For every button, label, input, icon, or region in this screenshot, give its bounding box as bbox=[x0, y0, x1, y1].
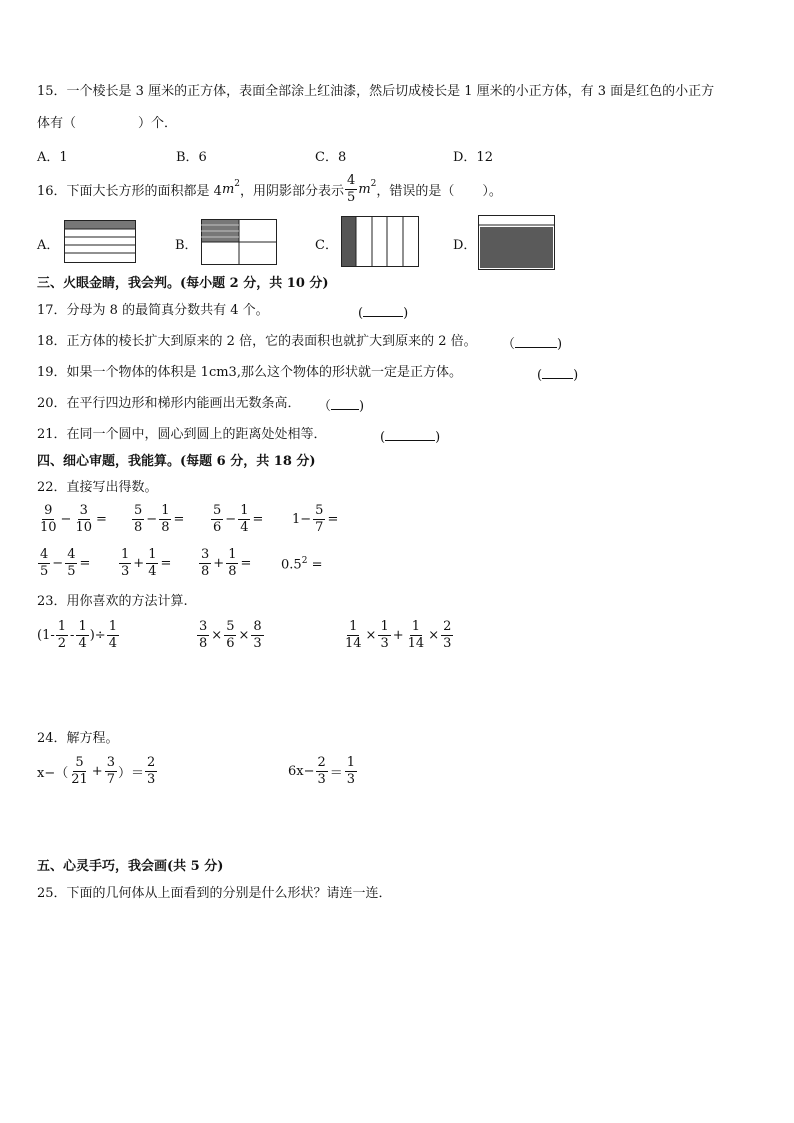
q16-text-d: ）。 bbox=[482, 184, 502, 199]
q16-unit-2: m bbox=[358, 182, 371, 197]
q16-unit-exp: 2 bbox=[234, 179, 241, 189]
q16-unit: m bbox=[221, 182, 235, 197]
q16-option-c-label[interactable]: C． bbox=[315, 238, 338, 253]
q16-figure-d[interactable] bbox=[478, 215, 555, 270]
q15-line1: 15．一个棱长是 3 厘米的正方体，表面全部涂上红油漆，然后切成棱长是 1 厘米的小正方体，有 3 面是红色的小正方 bbox=[37, 84, 715, 99]
q16-figure-a[interactable] bbox=[64, 220, 136, 263]
q22-expr-8: $0.5^2$ = bbox=[281, 556, 323, 573]
q15-option-a[interactable]: A．1 bbox=[37, 150, 68, 165]
q16-text-a: 16．下面大长方形的面积都是 4 bbox=[37, 184, 222, 199]
q22-title: 22．直接写出得数。 bbox=[37, 480, 158, 495]
q17-text: 17．分母为 8 的最简真分数共有 4 个。 bbox=[37, 303, 269, 318]
q21-answer[interactable]: ( ) bbox=[380, 426, 440, 445]
q23-expr-a: (1- $\frac{1}{2}$ - $\frac{1}{4}$ )÷ $\frac{1}{4}$ bbox=[37, 619, 117, 651]
q19-text: 19．如果一个物体的体积是 1cm3,那么这个物体的形状就一定是正方体。 bbox=[37, 365, 462, 380]
q22-expr-2: $\frac{5}{8}$ − $\frac{1}{8}$ = bbox=[134, 503, 185, 535]
q22-expr-3: $\frac{5}{6}$ − $\frac{1}{4}$ = bbox=[213, 503, 264, 535]
q22-expr-6: $\frac{1}{3}$ + $\frac{1}{4}$ = bbox=[121, 547, 172, 579]
section4-heading: 四、细心审题，我能算。(每题 6 分，共 18 分) bbox=[37, 454, 316, 469]
q23-title: 23．用你喜欢的方法计算. bbox=[37, 594, 188, 609]
q15-option-b[interactable]: B．6 bbox=[176, 150, 207, 165]
q25-text: 25．下面的几何体从上面看到的分别是什么形状？请连一连． bbox=[37, 886, 392, 901]
q22-expr-7: $\frac{3}{8}$ + $\frac{1}{8}$ = bbox=[201, 547, 252, 579]
q15-text-b: ）个． bbox=[138, 116, 178, 131]
q23-expr-b: $\frac{3}{8}$ × $\frac{5}{6}$ × $\frac{8}{3}$ bbox=[199, 619, 262, 651]
q21-text: 21．在同一个圆中，圆心到圆上的距离处处相等． bbox=[37, 427, 327, 442]
q17-answer[interactable]: ( ) bbox=[358, 302, 408, 321]
q16-unit-exp-2: 2 bbox=[370, 179, 377, 189]
q23-expr-c: $\frac{1}{14}$ × $\frac{1}{3}$ + $\frac{1}{14}$ × $\frac{2}{3}$ bbox=[345, 619, 452, 651]
q22-expr-4: 1− $\frac{5}{7}$ = bbox=[292, 503, 339, 535]
q24-equation-a: x−（ $\frac{5}{21}$ + $\frac{3}{7}$ ）＝ $\frac{2}{3}$ bbox=[37, 755, 156, 787]
q24-equation-b: 6x− $\frac{2}{3}$ ＝ $\frac{1}{3}$ bbox=[288, 755, 356, 787]
q16-option-d-label[interactable]: D． bbox=[453, 238, 477, 253]
q22-expr-1: $\frac{9}{10}$ − $\frac{3}{10}$ = bbox=[40, 503, 107, 535]
q16-stem bbox=[37, 173, 502, 206]
q15-line2 bbox=[37, 115, 177, 133]
q16-option-b-label[interactable]: B． bbox=[175, 238, 198, 253]
q19-answer[interactable]: ( ) bbox=[537, 364, 578, 383]
q24-title: 24．解方程。 bbox=[37, 731, 119, 746]
q16-figure-c[interactable] bbox=[341, 216, 419, 267]
q15-text-a: 体有（ bbox=[37, 116, 77, 131]
q20-answer[interactable]: （ ) bbox=[318, 395, 364, 414]
q18-answer[interactable]: （ ) bbox=[502, 333, 562, 352]
section3-heading: 三、火眼金睛，我会判。(每小题 2 分，共 10 分) bbox=[37, 276, 329, 291]
q15-option-c[interactable]: C．8 bbox=[315, 150, 347, 165]
q16-option-a-label[interactable]: A． bbox=[37, 238, 60, 253]
q20-text: 20．在平行四边形和梯形内能画出无数条高． bbox=[37, 396, 301, 411]
q18-text: 18．正方体的棱长扩大到原来的 2 倍，它的表面积也就扩大到原来的 2 倍。 bbox=[37, 334, 477, 349]
q22-expr-5: $\frac{4}{5}$ − $\frac{4}{5}$ = bbox=[40, 547, 91, 579]
q16-figure-b[interactable] bbox=[201, 219, 277, 265]
q16-text-c: ，错误的是（ bbox=[376, 184, 455, 199]
q16-text-b: ，用阴影部分表示 bbox=[240, 184, 345, 199]
q16-fraction: $\frac{4}{5}$ bbox=[347, 173, 356, 205]
section5-heading: 五、心灵手巧，我会画(共 5 分) bbox=[37, 859, 224, 874]
q15-option-d[interactable]: D．12 bbox=[453, 150, 493, 165]
